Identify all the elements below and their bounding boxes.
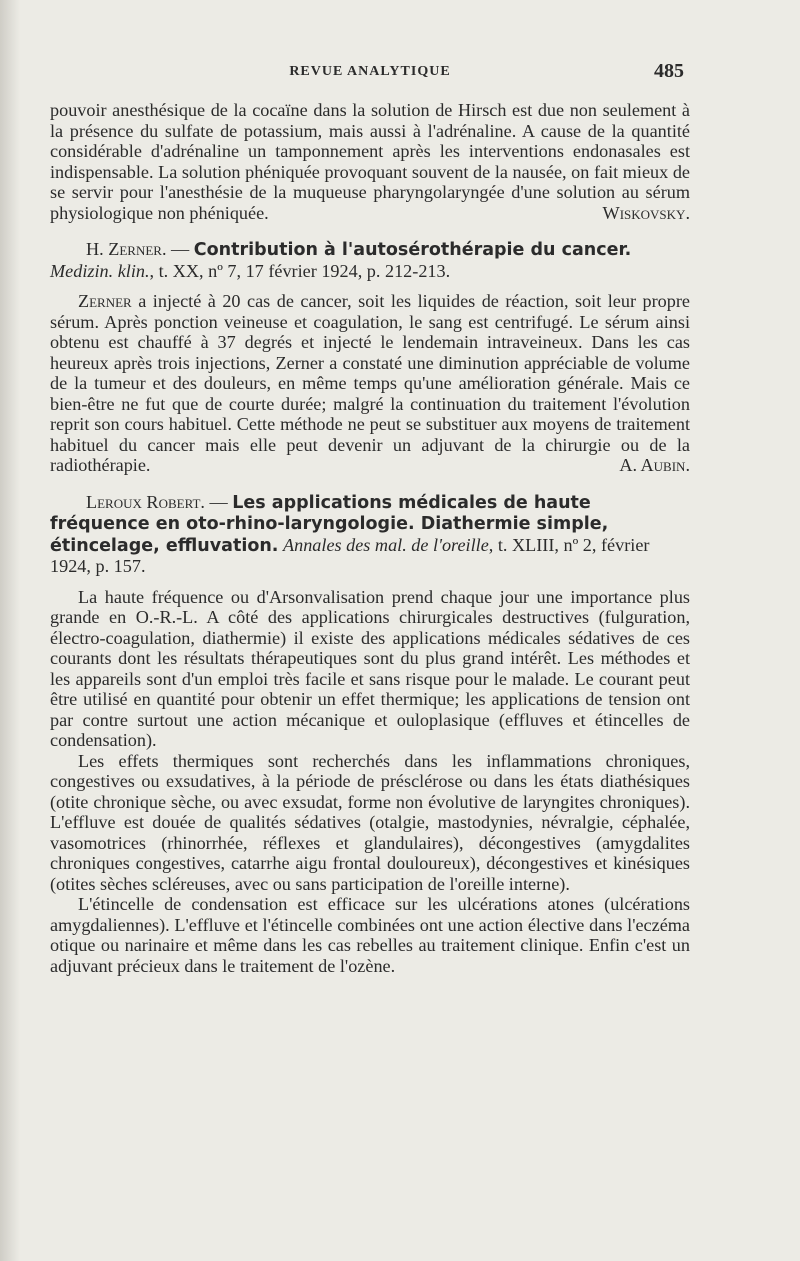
journal-name: Annales des mal. de l'oreille: [283, 534, 489, 555]
continuation-text: pouvoir anesthésique de la cocaïne dans la solution de Hirsch est due non seulement à la présence du sulfate de potassium, mais aussi à l'adrénaline. A cause de la quantité considérable d'adrénaline un tamponnement après les interventions endonasales est indispensable. La solution phéniquée provoquant souvent de la nausée, on fait mieux de se servir pour l'anesthésie de la muqueuse pharyngolaryngée d'une solution au sérum physiologique non phéniquée.: [50, 100, 690, 223]
article-paragraph: L'étincelle de condensation est efficace sur les ulcérations atones (ulcérations amygdaliennes). L'effluve et l'étincelle combinées ont une action élective dans l'eczéma otique ou narinaire et même dans les cas rebelles au traitement clinique. Enfin c'est un adjuvant précieux dans le traitement de l'ozène.: [50, 894, 690, 976]
signature-wiskovsky: Wiskovsky.: [602, 202, 690, 223]
signature-aubin: A. Aubin.: [619, 455, 690, 475]
article-title: Contribution à l'autosérothérapie du cancer.: [193, 240, 632, 260]
spacer: [50, 281, 690, 291]
running-title: REVUE ANALYTIQUE: [289, 64, 451, 79]
citation: , t. XX, nº 7, 17 février 1924, p. 212-213.: [149, 260, 451, 281]
article-author: Leroux Robert.: [86, 491, 205, 512]
article-paragraph: Les effets thermiques sont recherchés dans les inflammations chroniques, congestives ou exsudatives, à la période de présclérose ou dans les états diathésiques (otite chronique sèche, ou avec exsudat, forme non évolutive de laryngites chroniques). L'effluve est douée de qualités sédatives (otalgie, mastodynies, névralgie, céphalée, vasomotrices (rhinorrhée, réflexes et glandulaires), décongestives (amygdalites chroniques congestives, catarrhe aigu frontal douloureux), décongestives et kinésiques (otites sèches scléreuses, avec ou sans participation de l'oreille interne).: [50, 750, 690, 894]
article-reference-leroux: [50, 492, 690, 577]
spacer: [50, 577, 690, 587]
article-author: H. Zerner.: [86, 239, 167, 259]
spacer: [50, 476, 690, 492]
page-number: 485: [654, 60, 684, 82]
dash: —: [166, 239, 194, 259]
dash: —: [204, 491, 233, 512]
page-content: [50, 100, 690, 976]
spacer: [50, 223, 690, 239]
article-paragraph: La haute fréquence ou d'Arsonvalisation prend chaque jour une importance plus grande en O.-R.-L. A côté des applications chirurgicales destructives (fulguration, électro-coagulation, diathermie) il existe des applications médicales sédatives de ces courants dont les résultats thérapeutiques sont du plus grand intérêt. Les méthodes et les appareils sont d'un emploi très facile et sans risque pour le malade. Le courant peut être utilisé en quantité pour obtenir un effet thermique; les applications de tension ont par contre surtout une action mécanique et ouloplasique (effluves et étincelles de condensation).: [50, 586, 690, 750]
citation: , t. XLIII, nº 2, février 1924, p. 157.: [50, 534, 650, 576]
continuation-paragraph: [50, 100, 690, 223]
journal-name: Medizin. klin.: [50, 260, 150, 281]
article-reference-zerner: [50, 239, 690, 281]
lead-author: Zerner: [78, 291, 132, 311]
article-body-zerner: [50, 291, 690, 476]
article-body-text: a injecté à 20 cas de cancer, soit les liquides de réaction, soit leur propre sérum. Après ponction veineuse et coagulation, le sang est centrifugé. Le sérum ainsi obtenu est chauffé à 37 degrés et injecté le lendemain intraveineux. Dans les cas heureux après trois injections, Zerner a constaté une diminution appréciable de volume de la tumeur et des douleurs, en même temps qu'une amélioration générale. Mais ce bien-être ne fut que de courte durée; malgré la continuation du traitement l'évolution reprit son cours habituel. Cette méthode ne peut se substituer aux moyens de traitement habituel du cancer mais elle peut devenir un adjuvant de la chirurgie ou de la radiothérapie.: [50, 291, 690, 475]
article-title: Les applications médicales de haute fréquence en oto-rhino-laryngologie. Diathermie simple, étincelage, effluvation.: [50, 492, 609, 556]
running-head: [60, 60, 684, 86]
